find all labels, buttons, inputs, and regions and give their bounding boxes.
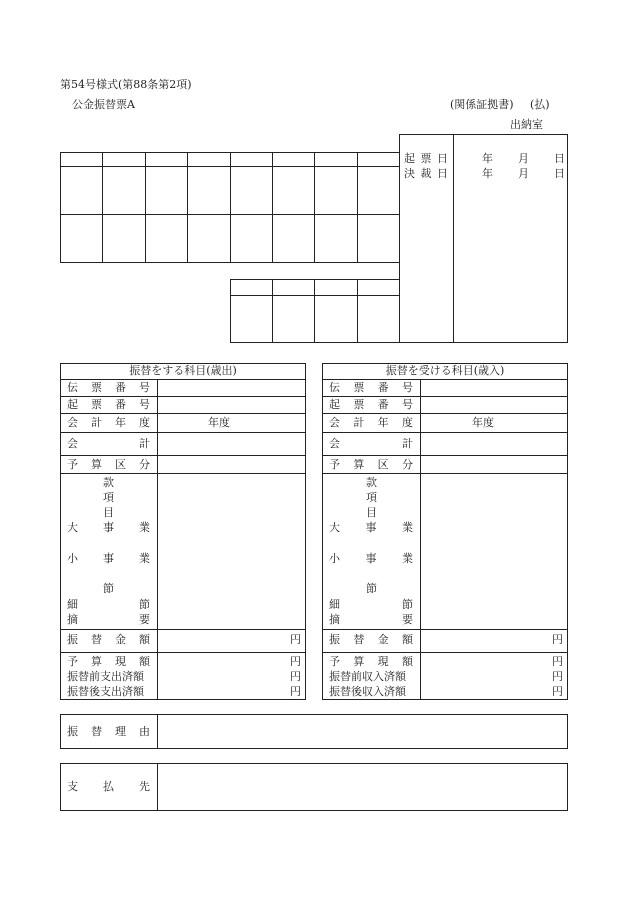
right-yosan-kubun-label: 予 算 区 分 [329, 458, 413, 471]
left-kaikei-label: 会 計 [67, 437, 150, 450]
left-yosan-gengaku-label: 予 算 現 額 [67, 655, 150, 668]
right-yosan-yen: 円 [552, 655, 563, 668]
right-dai-jigyo-label: 大 事 業 [329, 521, 413, 534]
right-saisetsu-label: 細 節 [329, 598, 413, 611]
kihyo-day: 日 [554, 152, 565, 165]
kihyo-bi-label: 起 票 日 [404, 152, 448, 165]
left-setsu-label: 節 [103, 582, 114, 595]
right-title: 振替を受ける科目(歳入) [385, 364, 505, 377]
kessai-month: 月 [518, 167, 529, 180]
right-kou-label: 項 [366, 491, 377, 504]
left-moku-label: 目 [103, 506, 114, 519]
left-furikae-yen: 円 [290, 633, 301, 646]
left-kan-label: 款 [103, 476, 114, 489]
right-sho-jigyo-label: 小 事 業 [329, 552, 413, 565]
right-yosan-gengaku-label: 予 算 現 額 [329, 655, 413, 668]
left-nendo-value: 年度 [208, 416, 230, 429]
left-dai-jigyo-label: 大 事 業 [67, 521, 150, 534]
left-title: 振替をする科目(歳出) [129, 364, 237, 377]
left-denpyo-label: 伝 票 番 号 [67, 381, 150, 394]
right-kaikei-nendo-label: 会 計 年 度 [329, 416, 413, 429]
left-after-label: 振替後支出済額 [67, 685, 144, 698]
right-before-label: 振替前収入済額 [329, 670, 406, 683]
left-yosan-yen: 円 [290, 655, 301, 668]
right-setsu-label: 節 [366, 582, 377, 595]
payment-mark: (払) [530, 98, 550, 111]
right-kihyo-label: 起 票 番 号 [329, 398, 413, 411]
right-furikae-yen: 円 [552, 633, 563, 646]
kihyo-year: 年 [482, 152, 493, 165]
form-number: 第54号様式(第88条第2項) [60, 78, 192, 91]
kihyo-month: 月 [518, 152, 529, 165]
kessai-year: 年 [482, 167, 493, 180]
left-after-yen: 円 [290, 685, 301, 698]
left-furikae-kingaku-label: 振 替 金 額 [67, 633, 150, 646]
right-kaikei-label: 会 計 [329, 437, 413, 450]
right-denpyo-label: 伝 票 番 号 [329, 381, 413, 394]
left-yosan-kubun-label: 予 算 区 分 [67, 458, 150, 471]
left-sho-jigyo-label: 小 事 業 [67, 552, 150, 565]
kessai-day: 日 [554, 167, 565, 180]
right-nendo-value: 年度 [472, 416, 494, 429]
reason-label: 振 替 理 由 [67, 725, 150, 738]
kessai-bi-label: 決 裁 日 [404, 167, 448, 180]
right-kan-label: 款 [366, 476, 377, 489]
left-saisetsu-label: 細 節 [67, 598, 150, 611]
right-tekiyo-label: 摘 要 [329, 613, 413, 626]
right-before-yen: 円 [552, 670, 563, 683]
left-kou-label: 項 [103, 491, 114, 504]
left-kaikei-nendo-label: 会 計 年 度 [67, 416, 150, 429]
payee-label: 支 払 先 [67, 780, 150, 793]
category-label: (関係証拠書) [450, 98, 514, 111]
right-after-label: 振替後収入済額 [329, 685, 406, 698]
form-title: 公金振替票A [72, 98, 135, 111]
right-furikae-kingaku-label: 振 替 金 額 [329, 633, 413, 646]
right-moku-label: 目 [366, 506, 377, 519]
left-kihyo-label: 起 票 番 号 [67, 398, 150, 411]
right-after-yen: 円 [552, 685, 563, 698]
left-before-label: 振替前支出済額 [67, 670, 144, 683]
left-tekiyo-label: 摘 要 [67, 613, 150, 626]
left-before-yen: 円 [290, 670, 301, 683]
office-label: 出納室 [510, 118, 543, 131]
